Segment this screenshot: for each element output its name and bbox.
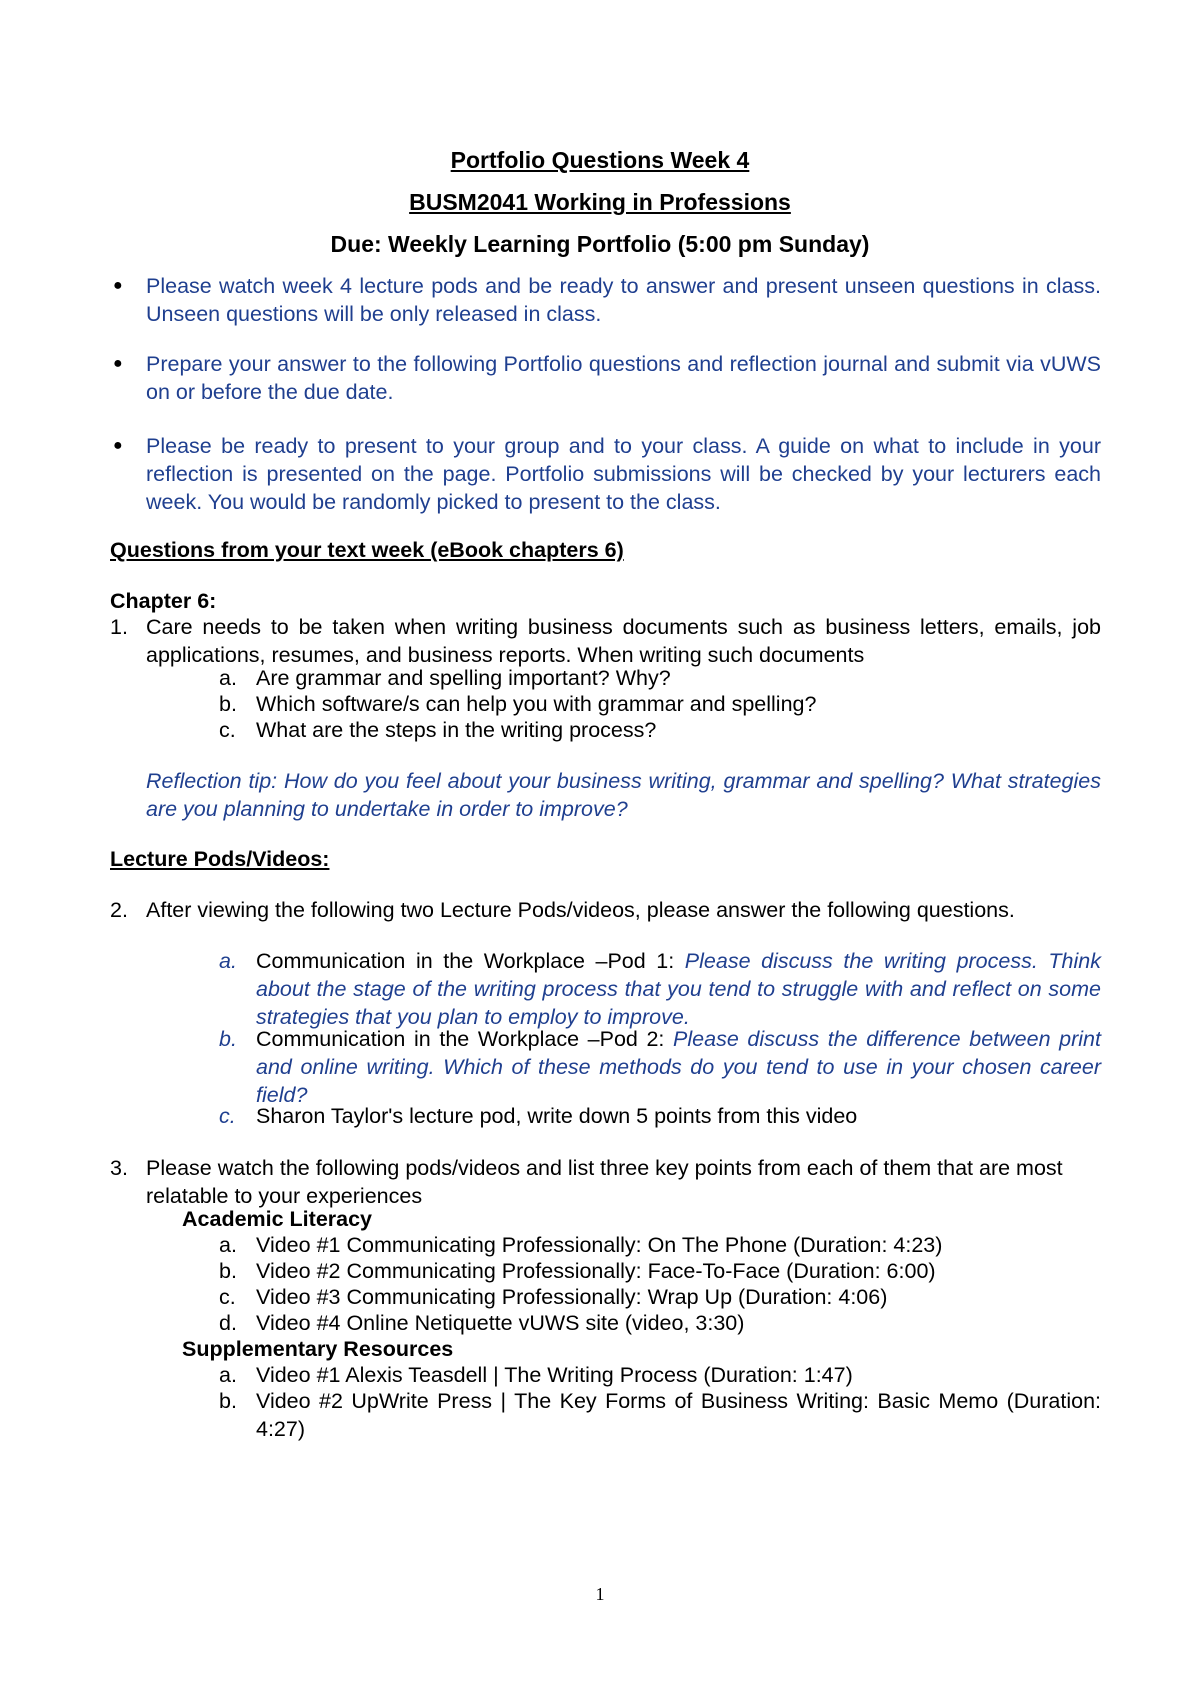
page-title: Portfolio Questions Week 4 [450,147,750,173]
sub-label: b. [219,1027,237,1051]
sub-label: b. [219,692,237,716]
sub-question: Communication in the Workplace –Pod 1: Please discuss the writing process. Think about the stage of the writing process that you tend to struggle with and reflect on some strategies that you plan to employ to improve. [256,949,1101,1029]
question-number: 1. [110,615,128,639]
bullet-item: ● Please watch week 4 lecture pods and be ready to answer and present unseen questions in class. Unseen questions will be only released in class. [113,274,1101,326]
sub-question: Communication in the Workplace –Pod 2: Please discuss the difference between print and online writing. Which of these methods do you tend to use in your chosen career field? [256,1027,1101,1107]
bullet-icon: ● [113,277,123,294]
video-item: Video #1 Communicating Professionally: On The Phone (Duration: 4:23) [256,1233,943,1257]
question-number: 2. [110,898,128,922]
sub-label: a. [219,1363,237,1387]
question-3-text: Please watch the following pods/videos and list three key points from each of them that are most relatable to your experiences [146,1156,1063,1208]
video-item: Video #2 UpWrite Press | The Key Forms of Business Writing: Basic Memo (Duration: 4:27) [256,1389,1101,1441]
sub-label: a. [219,949,237,973]
due-line: Due: Weekly Learning Portfolio (5:00 pm Sunday) [330,231,870,257]
sub-label: c. [219,1104,236,1128]
bullet-item: ● Please be ready to present to your group and to your class. A guide on what to include in your reflection is presented on the page. Portfolio submissions will be checked by your lecturers each week. You would be randomly picked to present to the class. [113,434,1101,514]
section-heading-text-questions: Questions from your text week (eBook chapters 6) [110,538,624,562]
question-number: 3. [110,1156,128,1180]
sub-label: a. [219,1233,237,1257]
bullet-icon: ● [113,355,123,372]
sub-label: c. [219,1285,236,1309]
bullet-item: ● Prepare your answer to the following Portfolio questions and reflection journal and submit via vUWS on or before the due date. [113,352,1101,404]
sub-question: Sharon Taylor's lecture pod, write down 5 points from this video [256,1104,858,1128]
question-1-text: Care needs to be taken when writing business documents such as business letters, emails, job applications, resumes, and business reports. When writing such documents [146,615,1101,667]
sub-label: c. [219,718,236,742]
sub-question: Are grammar and spelling important? Why? [256,666,671,690]
chapter-heading: Chapter 6: [110,589,217,613]
sub-label: a. [219,666,237,690]
question-2-text: After viewing the following two Lecture Pods/videos, please answer the following questions. [146,898,1015,922]
sub-question: Which software/s can help you with grammar and spelling? [256,692,817,716]
group-heading-supplementary: Supplementary Resources [182,1337,454,1361]
sub-label: d. [219,1311,237,1335]
video-item: Video #2 Communicating Professionally: Face-To-Face (Duration: 6:00) [256,1259,936,1283]
section-heading-lecture-pods: Lecture Pods/Videos: [110,847,330,871]
sub-question: What are the steps in the writing process? [256,718,657,742]
sub-label: b. [219,1259,237,1283]
video-item: Video #3 Communicating Professionally: Wrap Up (Duration: 4:06) [256,1285,888,1309]
group-heading-academic-literacy: Academic Literacy [182,1207,373,1231]
bullet-icon: ● [113,437,123,454]
course-title: BUSM2041 Working in Professions [409,189,791,215]
sub-label: b. [219,1389,237,1413]
video-item: Video #1 Alexis Teasdell | The Writing Process (Duration: 1:47) [256,1363,853,1387]
reflection-tip: Reflection tip: How do you feel about your business writing, grammar and spelling? What strategies are you planning to undertake in order to improve? [146,769,1101,821]
page-number: 1 [595,1584,605,1604]
video-item: Video #4 Online Netiquette vUWS site (video, 3:30) [256,1311,745,1335]
